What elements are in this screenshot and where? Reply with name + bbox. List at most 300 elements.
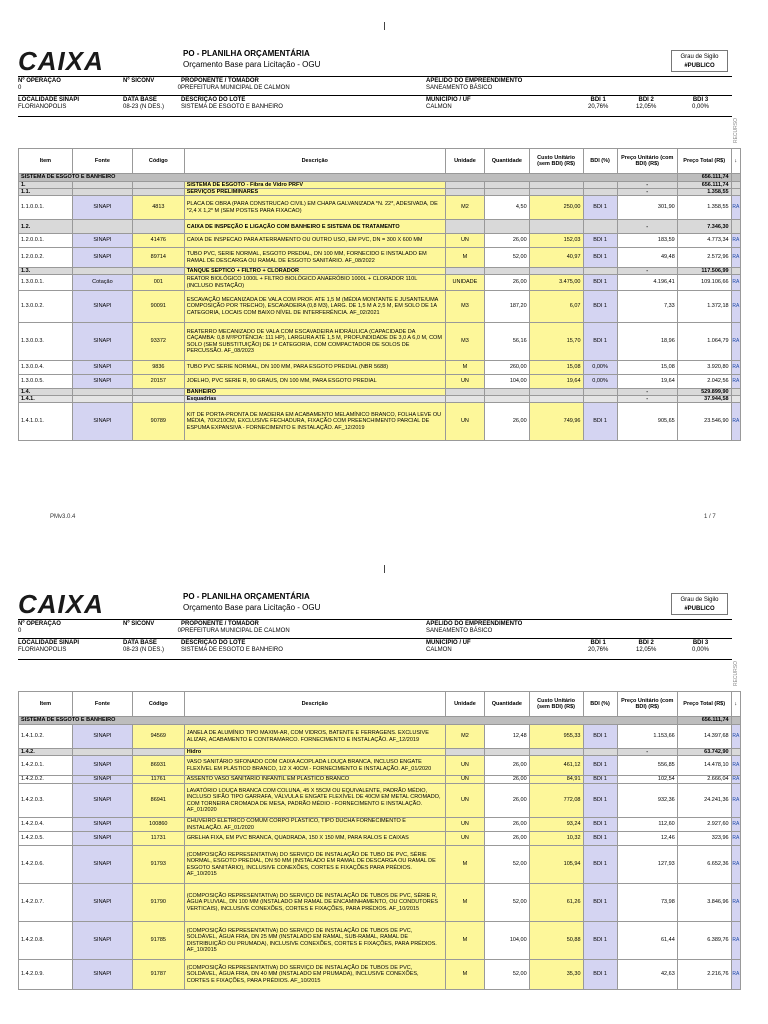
empty-cell [445,749,484,756]
empty-cell [529,749,583,756]
recurso-ra-cell[interactable]: RA [731,323,740,361]
preco-unitario-cell: 7,33 [617,291,677,323]
custo-cell: 15,70 [529,323,583,361]
header-rule [18,116,732,117]
quantidade-cell: 56,16 [485,323,530,361]
empty-cell [72,396,132,403]
header-rule [18,76,732,77]
lote-total-label: SISTEMA DE ESGOTO E BANHEIRO [19,717,678,725]
recurso-cell [731,189,740,196]
bdi-cell: BDI 1 [583,725,617,749]
unidade-cell: UN [445,403,484,441]
preco-unitario-cell: - [617,396,677,403]
custo-cell: 93,24 [529,818,583,832]
unidade-cell: UN [445,375,484,389]
recurso-cell [731,396,740,403]
bdi-cell: BDI 1 [583,196,617,220]
empty-cell [72,189,132,196]
preco-unitario-cell: 301,90 [617,196,677,220]
empty-cell [72,389,132,396]
preco-unitario-cell: 905,65 [617,403,677,441]
table-row [19,248,741,268]
quantidade-cell: 26,00 [485,275,530,291]
descricao-cell: ASSENTO VASO SANITARIO INFANTIL EM PLASTICO BRANCO [184,776,445,784]
bdi-cell: BDI 1 [583,846,617,884]
preco-unitario-cell: 61,44 [617,922,677,960]
recurso-cell [731,174,740,182]
codigo-cell: 001 [132,275,184,291]
header-rule [18,659,732,660]
sigilo-label: Grau de Sigilo [680,597,719,603]
table-row [19,756,741,776]
prop-value: PREFEITURA MUNICIPAL DE CALMON [181,85,290,91]
bdi-cell: BDI 1 [583,403,617,441]
custo-cell: 152,03 [529,234,583,248]
quantidade-cell: 4,50 [485,196,530,220]
quantidade-cell: 260,00 [485,361,530,375]
header-info-2 [18,97,732,113]
siconv-field [123,621,181,635]
descricao-cell: PLACA DE OBRA (PARA CONSTRUCAO CIVIL) EM CHAPA GALVANIZADA *N. 22*, ADESIVADA, DE *2,4 X 1,2* M (SEM POSTES PARA FIXACAO) [184,196,445,220]
recurso-ra-cell[interactable]: RA [731,756,740,776]
preco-unitario-cell: 127,93 [617,846,677,884]
recurso-ra-cell[interactable]: RA [731,818,740,832]
bdi2-value: 12,05% [636,647,657,653]
table-row [19,323,741,361]
recurso-ra-cell[interactable]: RA [732,776,740,783]
siconv-value: 0 [177,628,181,634]
unidade-cell: UN [445,756,484,776]
quantidade-cell: 26,00 [485,832,530,846]
preco-total-cell: 23.546,90 [677,403,731,441]
fonte-cell: SINAPI [72,784,132,818]
descricao-cell: VASO SANITÁRIO SIFONADO COM CAIXA ACOPLADA LOUÇA BRANCA, INCLUSO ENGATE FLEXÍVEL EM PLÁSTICO BRANCO, 1/2 X 40CM - FORNECIMENTO E INSTALAÇÃO. AF_01/2020 [184,756,445,776]
table-row [19,234,741,248]
column-header-descricao: Descrição [184,692,445,717]
preco-unitario-cell: 1.153,66 [617,725,677,749]
custo-cell: 955,33 [529,725,583,749]
prop-field [181,621,290,635]
empty-cell [445,182,484,189]
quantidade-cell: 187,20 [485,291,530,323]
fonte-cell: SINAPI [72,832,132,846]
column-header-fonte: Fonte [72,692,132,717]
codigo-cell: 91787 [132,960,184,990]
custo-cell: 35,30 [529,960,583,990]
lote-total-label: SISTEMA DE ESGOTO E BANHEIRO [19,174,678,182]
table-total-row [19,174,741,182]
unidade-cell: M [445,248,484,268]
item-cell: 1.3.0.0.5. [19,375,73,389]
unidade-cell: M [445,846,484,884]
preco-total-cell: 6.389,76 [677,922,731,960]
header-rule [18,638,732,639]
column-header-preco-total: Preço Total (R$) [677,149,731,174]
preco-total-cell: 1.372,18 [677,291,731,323]
empty-cell [485,389,530,396]
preco-total-cell: 109.106,66 [677,275,731,291]
bdi3-field [692,640,709,654]
group-total: 7.346,30 [677,220,731,234]
codigo-cell: 91785 [132,922,184,960]
recurso-ra-cell[interactable]: RA [731,884,740,922]
bdi-cell: BDI 1 [583,818,617,832]
preco-total-cell: 2.666,04 [677,776,731,784]
quantidade-cell: 26,00 [485,818,530,832]
apelido-label: APELIDO DO EMPREENDIMENTO [426,78,523,84]
empty-cell [72,220,132,234]
recurso-cell [731,220,740,234]
lote-label: DESCRIÇÃO DO LOTE [181,97,246,103]
fonte-cell: SINAPI [72,234,132,248]
caixa-logo: CAIXA [18,46,104,76]
custo-cell: 3.475,00 [529,275,583,291]
codigo-cell: 91793 [132,846,184,884]
prop-label: PROPONENTE / TOMADOR [181,78,259,84]
column-header-quantidade: Quantidade [485,149,530,174]
preco-total-cell: 3.846,96 [677,884,731,922]
item-cell: 1.4.2.0.4. [19,818,73,832]
item-cell: 1.4.1. [19,396,73,403]
group-total: 529.899,90 [677,389,731,396]
sigilo-value: #PUBLICO [684,63,715,69]
recurso-ra-cell[interactable]: RA [731,832,740,846]
lote-label: DESCRIÇÃO DO LOTE [181,640,246,646]
bdi-cell: BDI 1 [583,234,617,248]
recurso-ra-cell[interactable]: RA [731,196,740,220]
page-marker [384,565,385,573]
preco-total-cell: 3.920,80 [677,361,731,375]
item-cell: 1.3.0.0.2. [19,291,73,323]
table-row [19,922,741,960]
descricao-cell: JOELHO, PVC SERIE R, 90 GRAUS, DN 100 MM, PARA ESGOTO PREDIAL [184,375,445,389]
bdi1-label: BDI 1 [590,97,606,103]
group-total: 63.742,90 [677,749,731,756]
recurso-ra-cell[interactable]: RA [731,275,740,291]
preco-total-cell: 2.572,96 [677,248,731,268]
table-row [19,403,741,441]
column-header-item: Item [19,692,73,717]
page-title-block [183,592,320,612]
group-title: Esquadrias [184,396,445,403]
empty-cell [529,389,583,396]
group-row [19,749,741,756]
item-cell: 1.4.2.0.1. [19,756,73,776]
recurso-cell [731,749,740,756]
bdi1-value: 20,76% [588,104,609,110]
group-title: Hidro [184,749,445,756]
preco-unitario-cell: 4.196,41 [617,275,677,291]
budget-table [18,691,741,990]
empty-cell [583,182,617,189]
column-header-preco-total: Preço Total (R$) [677,692,731,717]
preco-unitario-cell: - [617,220,677,234]
apelido-field [426,621,522,635]
recurso-ra-cell[interactable]: RA [731,403,740,441]
empty-cell [529,220,583,234]
item-cell: 1.4.2.0.5. [19,832,73,846]
preco-total-cell: 2.927,60 [677,818,731,832]
column-header-bdi: BDI (%) [583,692,617,717]
bdi-cell: BDI 1 [583,884,617,922]
item-cell: 1.4.1.0.1. [19,403,73,441]
quantidade-cell: 104,00 [485,922,530,960]
bdi2-value: 12,05% [636,104,657,110]
op-label: Nº OPERAÇÃO [18,78,61,84]
group-title: SISTEMA DE ESGOTO - Fibra de Vidro PRFV [184,182,445,189]
siconv-label: Nº SICONV [123,621,155,627]
bdi-cell: BDI 1 [583,275,617,291]
empty-cell [132,396,184,403]
custo-cell: 40,97 [529,248,583,268]
empty-cell [583,396,617,403]
descricao-cell: CAIXA DE INSPECAO PARA ATERRAMENTO OU OUTRO USO, EM PVC, DN = 300 X 600 MM [184,234,445,248]
preco-unitario-cell: - [617,182,677,189]
lote-field [181,640,283,654]
base-value: 08-23 (N DES.) [123,104,165,110]
codigo-cell: 93372 [132,323,184,361]
quantidade-cell: 52,00 [485,960,530,990]
descricao-cell: (COMPOSIÇÃO REPRESENTATIVA) DO SERVIÇO DE INSTALAÇÃO DE TUBOS DE PVC, SÉRIE R, ÁGUA PLUVIAL, DN 100 MM (INSTALADO EM RAMAL DE ENCAMINHAMENTO, OU CONDUTORES VERTICAIS), INCLUSIVE CONEXÕES, CORTES E FIXAÇÕES, PARA PRÉDIOS. AF_10/2015 [184,884,445,922]
quantidade-cell: 26,00 [485,756,530,776]
table-row [19,776,741,784]
item-cell: 1.4.2. [19,749,73,756]
codigo-cell: 41476 [132,234,184,248]
bdi1-value: 20,76% [588,647,609,653]
custo-cell: 749,96 [529,403,583,441]
header-info-2 [18,640,732,656]
table-row [19,361,741,375]
recurso-ra-cell[interactable]: RA [731,784,740,818]
column-header-quantidade: Quantidade [485,692,530,717]
empty-cell [445,396,484,403]
empty-cell [583,749,617,756]
unidade-cell: M [445,361,484,375]
preco-unitario-cell: 49,48 [617,248,677,268]
bdi-cell: BDI 1 [583,922,617,960]
fonte-cell: SINAPI [72,756,132,776]
descricao-cell: REATERRO MECANIZADO DE VALA COM ESCAVADEIRA HIDRÁULICA (CAPACIDADE DA CAÇAMBA: 0,8 M³/POTÊNCIA: 111 HP), LARGURA ATÉ 1,5 M, PROFUNDIDADE DE 3,0 A 6,0 M, COM SOLO (SEM SUBSTITUIÇÃO) DE 1ª CATEGORIA, COM COMPACTADOR DE SOLOS DE PERCUSSÃO. AF_08/2023 [184,323,445,361]
preco-unitario-cell: 556,85 [617,756,677,776]
empty-cell [529,396,583,403]
recurso-cell [731,182,740,189]
mun-field [426,97,471,111]
custo-cell: 105,94 [529,846,583,884]
codigo-cell: 4813 [132,196,184,220]
apelido-value: SANEAMENTO BÁSICO [426,85,493,91]
unidade-cell: M [445,922,484,960]
footer-page-number: 1 / 7 [704,514,716,520]
recurso-label: RECURSO [733,661,739,687]
recurso-label: RECURSO [733,118,739,144]
codigo-cell: 90789 [132,403,184,441]
preco-total-cell: 14.397,68 [677,725,731,749]
mun-value: CALMON [426,647,452,653]
item-cell: 1.2. [19,220,73,234]
table-row [19,196,741,220]
sigilo-box [671,593,728,615]
base-field [123,640,164,654]
codigo-cell: 20157 [132,375,184,389]
recurso-ra-cell[interactable]: RA [731,234,740,248]
recurso-ra-cell[interactable]: RA [731,960,740,990]
item-cell: 1.2.0.0.2. [19,248,73,268]
bdi3-label: BDI 3 [692,640,709,646]
column-header-preco-unitario: Preço Unitário (com BDI) (R$) [617,149,677,174]
empty-cell [583,389,617,396]
budget-table [18,148,741,441]
siconv-label: Nº SICONV [123,78,155,84]
mun-field [426,640,471,654]
base-label: DATA BASE [123,640,157,646]
bdi3-value: 0,00% [692,647,710,653]
item-cell: 1.4.2.0.3. [19,784,73,818]
unidade-cell: M3 [445,323,484,361]
loc-label: LOCALIDADE SINAPI [18,640,80,646]
fonte-cell: SINAPI [72,725,132,749]
group-total: 656.111,74 [677,182,731,189]
group-title: CAIXA DE INSPEÇÃO E LIGAÇÃO COM BANHEIRO E SISTEMA DE TRATAMENTO [184,220,445,234]
quantidade-cell: 52,00 [485,248,530,268]
quantidade-cell: 26,00 [485,234,530,248]
fonte-cell: SINAPI [72,846,132,884]
empty-cell [445,189,484,196]
recurso-ra-cell[interactable]: RA [731,725,740,749]
prop-label: PROPONENTE / TOMADOR [181,621,259,627]
op-field [18,78,61,92]
siconv-value: 0 [177,85,181,91]
loc-value: FLORIANOPOLIS [18,104,67,110]
recurso-ra-cell[interactable]: RA [731,248,740,268]
table-header-row [19,149,741,174]
op-label: Nº OPERAÇÃO [18,621,61,627]
recurso-ra-cell[interactable]: RA [731,846,740,884]
custo-cell: 6,07 [529,291,583,323]
siconv-field [123,78,181,92]
item-cell: 1.2.0.0.1. [19,234,73,248]
item-cell: 1.3. [19,268,73,275]
fonte-cell: SINAPI [72,291,132,323]
op-value: 0 [18,628,22,634]
empty-cell [132,389,184,396]
recurso-ra-cell[interactable]: RA [731,361,740,375]
descricao-cell: REATOR BIOLÓGICO 1000L + FILTRO BIOLÓGICO ANAERÓBIO 1000L + CLORADOR 110L (INCLUSO INSTAÇÃO) [184,275,445,291]
custo-cell: 19,64 [529,375,583,389]
empty-cell [583,220,617,234]
table-header-row [19,692,741,717]
mun-label: MUNICÍPIO / UF [426,640,471,646]
group-title: SERVIÇOS PRELIMINARES [184,189,445,196]
group-row [19,189,741,196]
empty-cell [529,182,583,189]
group-row [19,389,741,396]
empty-cell [485,220,530,234]
item-cell: 1.4.2.0.9. [19,960,73,990]
descricao-cell: JANELA DE ALUMÍNIO TIPO MAXIM-AR, COM VIDROS, BATENTE E FERRAGENS. EXCLUSIVE ALIZAR, ACABAMENTO E CONTRAMARCO. FORNECIMENTO E INSTALAÇÃO. AF_12/2019 [184,725,445,749]
recurso-cell [731,717,740,725]
unidade-cell: UN [445,784,484,818]
bdi-cell: BDI 1 [583,784,617,818]
item-cell: 1.4.2.0.7. [19,884,73,922]
table-row [19,784,741,818]
empty-cell [529,189,583,196]
fonte-cell: Cotação [72,275,132,291]
group-title: TANQUE SÉPTICO + FILTRO + CLORADOR [184,268,445,275]
preco-unitario-cell: 73,98 [617,884,677,922]
column-header-custo-unitario: Custo Unitário (sem BDI) (R$) [529,149,583,174]
preco-total-cell: 2.042,56 [677,375,731,389]
empty-cell [485,749,530,756]
table-row [19,725,741,749]
codigo-cell: 86931 [132,756,184,776]
recurso-ra-cell[interactable]: RA [731,375,740,389]
fonte-cell: SINAPI [72,375,132,389]
empty-cell [72,749,132,756]
empty-cell [485,396,530,403]
prop-field [181,78,290,92]
group-total: 1.358,55 [677,189,731,196]
custo-cell: 15,08 [529,361,583,375]
bdi2-field [636,640,656,654]
bdi2-label: BDI 2 [638,97,654,103]
preco-total-cell: 24.241,36 [677,784,731,818]
table-row [19,291,741,323]
empty-cell [72,268,132,275]
fonte-cell: SINAPI [72,884,132,922]
preco-total-cell: 1.358,55 [677,196,731,220]
bdi1-field [588,97,608,111]
fonte-cell: SINAPI [72,960,132,990]
codigo-cell: 90091 [132,291,184,323]
preco-unitario-cell: 42,63 [617,960,677,990]
page-subtitle: Orçamento Base para Licitação - OGU [183,603,321,612]
custo-cell: 10,32 [529,832,583,846]
fonte-cell: SINAPI [72,403,132,441]
empty-cell [445,220,484,234]
recurso-cell [731,389,740,396]
quantidade-cell: 52,00 [485,884,530,922]
sigilo-box [671,50,728,72]
bdi-cell: BDI 1 [583,756,617,776]
table-row [19,884,741,922]
quantidade-cell: 26,00 [485,776,530,784]
quantidade-cell: 26,00 [485,784,530,818]
base-field [123,97,164,111]
empty-cell [485,182,530,189]
subgroup-row [19,396,741,403]
fonte-cell: SINAPI [72,248,132,268]
item-cell: 1.3.0.0.3. [19,323,73,361]
group-title: BANHEIRO [184,389,445,396]
codigo-cell: 86941 [132,784,184,818]
mun-value: CALMON [426,104,452,110]
column-header-item: Item [19,149,73,174]
descricao-cell: CHUVEIRO ELETRICO COMUM CORPO PLASTICO, TIPO DUCHA FORNECIMENTO E INSTALAÇÃO. AF_01/2020 [184,818,445,832]
bdi1-field [588,640,608,654]
apelido-label: APELIDO DO EMPREENDIMENTO [426,621,523,627]
recurso-ra-cell[interactable]: RA [731,291,740,323]
group-row [19,182,741,189]
recurso-ra-cell[interactable]: RA [731,922,740,960]
preco-unitario-cell: 183,59 [617,234,677,248]
item-cell: 1.4.2.0.6. [19,846,73,884]
custo-cell: 50,88 [529,922,583,960]
sigilo-label: Grau de Sigilo [680,54,719,60]
op-value: 0 [18,85,22,91]
fonte-cell: SINAPI [72,818,132,832]
descricao-cell: LAVATÓRIO LOUÇA BRANCA COM COLUNA, 45 X 55CM OU EQUIVALENTE, PADRÃO MÉDIO, INCLUSO SIFÃO TIPO GARRAFA, VÁLVULA E ENGATE FLEXÍVEL DE 40CM EM METAL CROMADO, COM TORNEIRA CROMADA DE MESA, PADRÃO MÉDIO - FORNECIMENTO E INSTALAÇÃO. AF_01/2020 [184,784,445,818]
header-info-1 [18,621,732,637]
